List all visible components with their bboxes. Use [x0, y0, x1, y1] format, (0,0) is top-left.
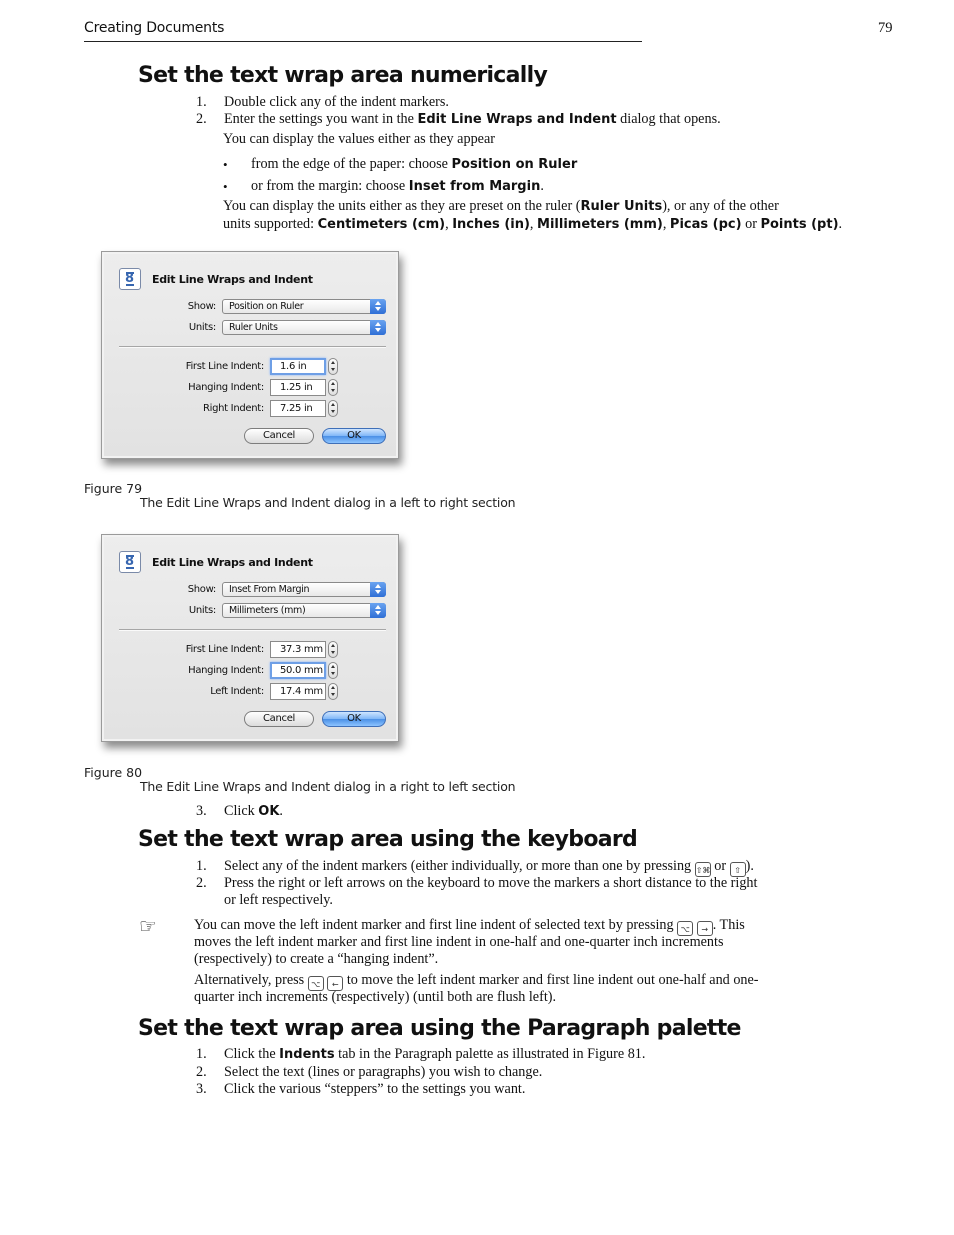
units-select[interactable]: Millimeters (mm)	[222, 603, 386, 618]
step-number: 2.	[196, 111, 207, 127]
note-line-3: (respectively) to create a “hanging indent”.	[194, 951, 439, 967]
step-number: 1.	[196, 858, 207, 874]
first-line-indent-label: First Line Indent:	[185, 644, 264, 655]
ok-button[interactable]: OK	[322, 711, 386, 727]
right-indent-label: Right Indent:	[202, 403, 264, 414]
header-rule	[84, 41, 642, 42]
select-arrows-icon	[370, 299, 386, 314]
step-number: 2.	[196, 1064, 207, 1080]
edit-line-wraps-dialog-ltr	[101, 251, 399, 459]
section-title-paragraph-palette: Set the text wrap area using the Paragraph palette	[138, 1016, 741, 1041]
step-number: 3.	[196, 1081, 207, 1097]
right-indent-input[interactable]: 7.25 in	[270, 400, 326, 417]
left-indent-input[interactable]: 17.4 mm	[270, 683, 326, 700]
section-title-keyboard: Set the text wrap area using the keyboard	[138, 827, 638, 852]
note-line-2: moves the left indent marker and first line indent in one-half and one-quarter inch increments	[194, 934, 724, 950]
cancel-button[interactable]: Cancel	[244, 428, 314, 444]
hanging-indent-label: Hanging Indent:	[188, 382, 264, 393]
units-text-line-1: You can display the units either as they are preset on the ruler (Ruler Units), or any of the other	[223, 198, 779, 214]
right-indent-stepper[interactable]	[328, 400, 338, 417]
first-line-indent-input[interactable]: 1.6 in	[270, 358, 326, 375]
right-arrow-key-icon: →	[697, 921, 713, 936]
dialog-separator	[119, 629, 386, 631]
app-icon	[119, 268, 141, 290]
figure-80-label: Figure 80	[84, 765, 143, 780]
step-number: 1.	[196, 94, 207, 110]
first-line-indent-stepper[interactable]	[328, 641, 338, 658]
display-values-text: You can display the values either as they appear	[223, 131, 495, 147]
step-text: Select the text (lines or paragraphs) you wish to change.	[224, 1064, 543, 1080]
show-label: Show:	[187, 301, 216, 312]
ok-button[interactable]: OK	[322, 428, 386, 444]
kb-step-1	[196, 858, 754, 875]
step-number: 3.	[196, 803, 207, 819]
dialog-separator	[119, 346, 386, 348]
units-text-line-2: units supported: Centimeters (cm), Inches (in), Millimeters (mm), Picas (pc) or Points (pt).	[223, 216, 843, 232]
figure-79-caption: The Edit Line Wraps and Indent dialog in a left to right section	[140, 495, 516, 510]
show-select[interactable]: Position on Ruler	[222, 299, 386, 314]
hanging-indent-stepper[interactable]	[328, 662, 338, 679]
units-label: Units:	[188, 605, 216, 616]
hanging-indent-input[interactable]: 50.0 mm	[270, 662, 326, 679]
step-text: Select any of the indent markers (either individually, or more than one by pressing ⇧⌘ or ⇧ ).	[224, 858, 754, 875]
step-number: 2.	[196, 875, 207, 891]
bullet-position-on-ruler: • from the edge of the paper: choose Position on Ruler	[223, 156, 578, 172]
pointing-hand-icon: ☞	[139, 914, 157, 938]
show-select[interactable]: Inset From Margin	[222, 582, 386, 597]
dialog-title: Edit Line Wraps and Indent	[152, 556, 313, 569]
app-icon	[119, 551, 141, 573]
first-line-indent-label: First Line Indent:	[185, 361, 264, 372]
step-3	[196, 803, 283, 820]
step-1	[196, 94, 449, 111]
units-select[interactable]: Ruler Units	[222, 320, 386, 335]
step-number: 1.	[196, 1046, 207, 1062]
page-number: 79	[878, 20, 893, 36]
step-text: Click the Indents tab in the Paragraph palette as illustrated in Figure 81.	[224, 1046, 646, 1062]
hanging-indent-input[interactable]: 1.25 in	[270, 379, 326, 396]
left-indent-stepper[interactable]	[328, 683, 338, 700]
kb-step-2	[196, 875, 758, 892]
alt-line-1: Alternatively, press ⌥ ← to move the left indent marker and first line indent out one-half and one-	[194, 972, 759, 989]
cancel-button[interactable]: Cancel	[244, 711, 314, 727]
pp-step-2	[196, 1064, 543, 1081]
alt-line-2: quarter inch increments (respectively) (until both are flush left).	[194, 989, 557, 1005]
units-label: Units:	[188, 322, 216, 333]
select-arrows-icon	[370, 603, 386, 618]
step-text: Click OK.	[224, 803, 283, 819]
shift-command-key-icon: ⇧⌘	[695, 862, 711, 877]
first-line-indent-input[interactable]: 37.3 mm	[270, 641, 326, 658]
option-key-icon: ⌥	[308, 976, 324, 991]
step-2	[196, 111, 721, 128]
running-header: Creating Documents	[84, 20, 225, 36]
pp-step-1	[196, 1046, 646, 1063]
show-label: Show:	[187, 584, 216, 595]
select-arrows-icon	[370, 320, 386, 335]
option-key-icon: ⌥	[677, 921, 693, 936]
pp-step-3	[196, 1081, 526, 1098]
left-indent-label: Left Indent:	[210, 686, 264, 697]
figure-79-label: Figure 79	[84, 481, 143, 496]
dialog-title: Edit Line Wraps and Indent	[152, 273, 313, 286]
hanging-indent-stepper[interactable]	[328, 379, 338, 396]
edit-line-wraps-dialog-rtl	[101, 534, 399, 742]
section-title-numerically: Set the text wrap area numerically	[138, 63, 548, 88]
step-text: Press the right or left arrows on the keyboard to move the markers a short distance to the right	[224, 875, 758, 891]
shift-key-icon: ⇧	[730, 862, 746, 877]
first-line-indent-stepper[interactable]	[328, 358, 338, 375]
step-text: Click the various “steppers” to the settings you want.	[224, 1081, 526, 1097]
select-arrows-icon	[370, 582, 386, 597]
left-arrow-key-icon: ←	[327, 976, 343, 991]
figure-80-caption: The Edit Line Wraps and Indent dialog in a right to left section	[140, 779, 516, 794]
hanging-indent-label: Hanging Indent:	[188, 665, 264, 676]
kb-step-2-cont: or left respectively.	[224, 892, 333, 908]
bullet-inset-from-margin: • or from the margin: choose Inset from Margin.	[223, 178, 544, 194]
step-text: Enter the settings you want in the Edit Line Wraps and Indent dialog that opens.	[224, 111, 721, 127]
note-line-1: You can move the left indent marker and first line indent of selected text by pressing ⌥ → . This	[194, 917, 745, 934]
step-text: Double click any of the indent markers.	[224, 94, 449, 110]
